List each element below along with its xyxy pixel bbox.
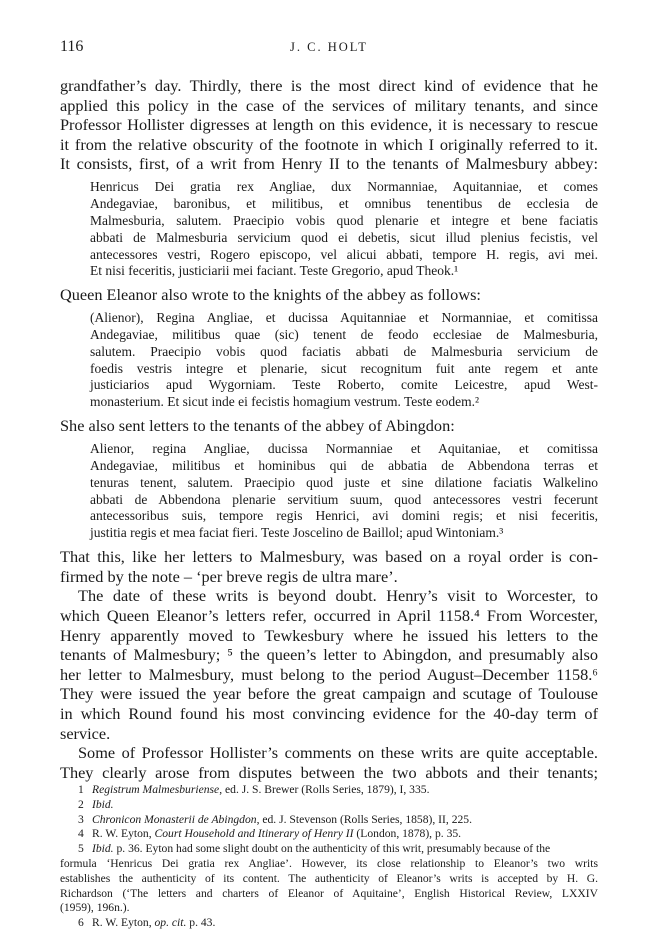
text-line: Professor Hollister digresses at length on this evidence, it is necessary to rescue — [60, 115, 598, 135]
text-line: service. — [60, 723, 111, 743]
text-line: firmed by the note – ‘per breve regis de ultra mare’. — [60, 566, 398, 586]
quote-line: tenuras tenent, salutem. Praecipio quod juste et sine dilatione faciatis Walkelino — [90, 474, 598, 490]
text-line: which Queen Eleanor’s letters refer, occurred in April 1158.⁴ From Worcester, — [60, 605, 598, 625]
footnotes — [60, 783, 598, 931]
quotation-eleanor-abingdon — [60, 441, 598, 542]
quote-line: antecessoribus suis, tempore regis Henrici, avi domini regis; et nisi feceritis, — [90, 508, 598, 524]
footnote-6: 6 R. W. Eyton, op. cit. p. 43. — [78, 916, 216, 930]
paragraph-1 — [60, 76, 598, 174]
footnote-5-continued: establishes the authenticity of its content. The authenticity of Eleanor’s writs is accepted by H. G. — [60, 871, 598, 885]
text-line: That this, like her letters to Malmesbury, was based on a royal order is con- — [60, 547, 598, 567]
footnote-4: 4 R. W. Eyton, Court Household and Itinerary of Henry II (London, 1878), p. 35. — [78, 827, 462, 841]
text-line: it from the relative obscurity of the footnote in which I originally referred to it. — [60, 134, 598, 154]
quote-line: (Alienor), Regina Angliae, et ducissa Aquitanniae et Normanniae, et comitissa — [90, 309, 598, 325]
running-head-author: J. C. HOLT — [290, 40, 368, 54]
quote-line: Andegaviae, baronibus, et militibus, et omnibus tenentibus de ecclesia de — [90, 195, 598, 211]
text-line: her letter to Malmesbury, must belong to the period August–December 1158.⁶ — [60, 664, 598, 684]
paragraph-4 — [60, 547, 598, 586]
paragraph-5 — [60, 586, 598, 743]
quote-line: Et nisi feceritis, justiciarii mei faciant. Teste Gregorio, apud Theok.¹ — [90, 263, 459, 279]
footnote-5-continued: Richardson (‘The letters and charters of Eleanor of Aquitaine’, English Historical Review, LXXIV — [60, 886, 598, 900]
quote-line: monasterium. Et sicut inde ei fecistis homagium vestrum. Teste eodem.² — [90, 394, 480, 410]
quotation-henry-writ — [60, 179, 598, 280]
quote-line: Malmesburia, salutem. Praecipio vobis quod plenarie et integre et bene faciatis — [90, 212, 598, 228]
paragraph-6 — [60, 743, 598, 782]
text-line: grandfather’s day. Thirdly, there is the most direct kind of evidence that he — [60, 76, 598, 95]
quote-line: justiciarios apud Wygorniam. Teste Roberto, comite Leicestre, apud West- — [90, 377, 598, 393]
text-line: The date of these writs is beyond doubt. Henry’s visit to Worcester, to — [78, 586, 598, 606]
quote-line: foedis vestris integre et plenarie, sicut recognitum fuit ante regem et ante — [90, 360, 598, 376]
text-line: Some of Professor Hollister’s comments on these writs are quite acceptable. — [78, 743, 598, 763]
quote-line: Andegaviae, militibus quae (sic) tenent de feodo ecclesiae de Malmesburia, — [90, 326, 598, 342]
quote-line: abbati de Abbendona plenarie servitium suum, quod antecessores vestri fecerunt — [90, 491, 598, 507]
quote-line: abbati de Malmesburia servicium quod ei debetis, sicut illud plenius fecistis, vel — [90, 229, 598, 245]
quote-line: Alienor, regina Angliae, ducissa Normanniae et Aquitaniae, et comitissa — [90, 440, 598, 456]
footnote-5-continued: (1959), 196n.). — [60, 901, 130, 915]
quote-line: salutem. Praecipio vobis quod faciatis abbati de Malmesburia servicium de — [90, 343, 598, 359]
footnote-2: 2 Ibid. — [78, 797, 114, 811]
text-line: Henry apparently moved to Tewkesbury where he issued his letters to the — [60, 625, 598, 645]
text-line: in which Round found his most convincing evidence for the 40-day term of — [60, 703, 598, 723]
text-line: They were issued the year before the great campaign and scutage of Toulouse — [60, 684, 598, 704]
text-line: tenants of Malmesbury; ⁵ the queen’s letter to Abingdon, and presumably also — [60, 645, 598, 665]
quote-line: Henricus Dei gratia rex Angliae, dux Normanniae, Aquitanniae, et comes — [90, 178, 598, 194]
text-line: They clearly arose from disputes between the two abbots and their tenants; — [60, 762, 598, 782]
footnote-5: 5 Ibid. p. 36. Eyton had some slight doubt on the authenticity of this writ, presumably because of the — [78, 842, 551, 856]
body-text — [60, 76, 598, 782]
quote-line: antecessores vestri, Rogero episcopo, vel alicui abbati, tempore H. regis, avi mei. — [90, 246, 598, 262]
footnote-3: 3 Chronicon Monasterii de Abingdon, ed. J. Stevenson (Rolls Series, 1858), II, 225. — [78, 812, 472, 826]
paragraph-2: Queen Eleanor also wrote to the knights of the abbey as follows: — [60, 285, 481, 305]
footnote-1: 1 Registrum Malmesburiense, ed. J. S. Brewer (Rolls Series, 1879), I, 335. — [78, 783, 430, 796]
running-head — [60, 38, 598, 58]
quotation-eleanor-malmesbury — [60, 310, 598, 411]
quote-line: Andegaviae, militibus et hominibus qui de abbatia de Abbendona terras et — [90, 457, 598, 473]
text-line: applied this policy in the case of the services of military tenants, and since — [60, 95, 598, 115]
text-line: It consists, first, of a writ from Henry II to the tenants of Malmesbury abbey: — [60, 154, 598, 174]
footnote-5-continued: formula ‘Henricus Dei gratia rex Angliae’. However, its close relationship to Eleanor’s two writs — [60, 856, 598, 870]
page-number: 116 — [60, 38, 84, 55]
paragraph-3: She also sent letters to the tenants of the abbey of Abingdon: — [60, 416, 455, 436]
quote-line: justitia regis et mea faciat fieri. Teste Joscelino de Baillol; apud Wintoniam.³ — [90, 525, 504, 541]
